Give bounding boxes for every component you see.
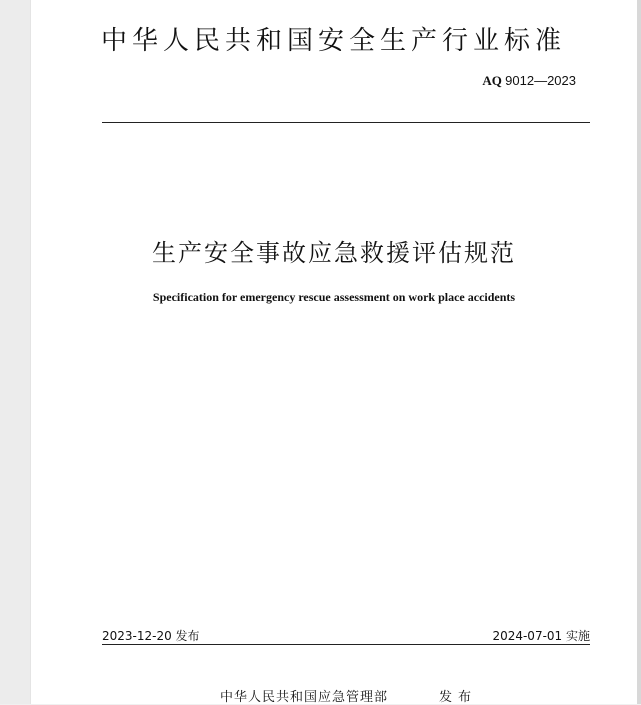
viewer-left-margin (0, 0, 30, 704)
scrollbar-track[interactable] (637, 0, 641, 704)
issue-date: 2023-12-20 发布 (102, 629, 200, 643)
document-page (30, 0, 638, 704)
implementation-date: 2024-07-01 实施 (492, 629, 590, 643)
publisher-name: 中华人民共和国应急管理部 (220, 690, 389, 705)
document-title-en: Specification for emergency rescue assessment on work place accidents (152, 290, 516, 304)
bottom-divider (102, 644, 590, 645)
standard-code-number: 9012—2023 (505, 73, 576, 88)
publish-label: 发布 (439, 690, 478, 705)
top-divider (102, 122, 590, 123)
standard-code (482, 73, 576, 89)
document-title-cn: 生产安全事故应急救援评估规范 (152, 239, 516, 267)
standard-category-title: 中华人民共和国安全生产行业标准 (101, 26, 567, 56)
standard-code-prefix: AQ (482, 73, 502, 88)
